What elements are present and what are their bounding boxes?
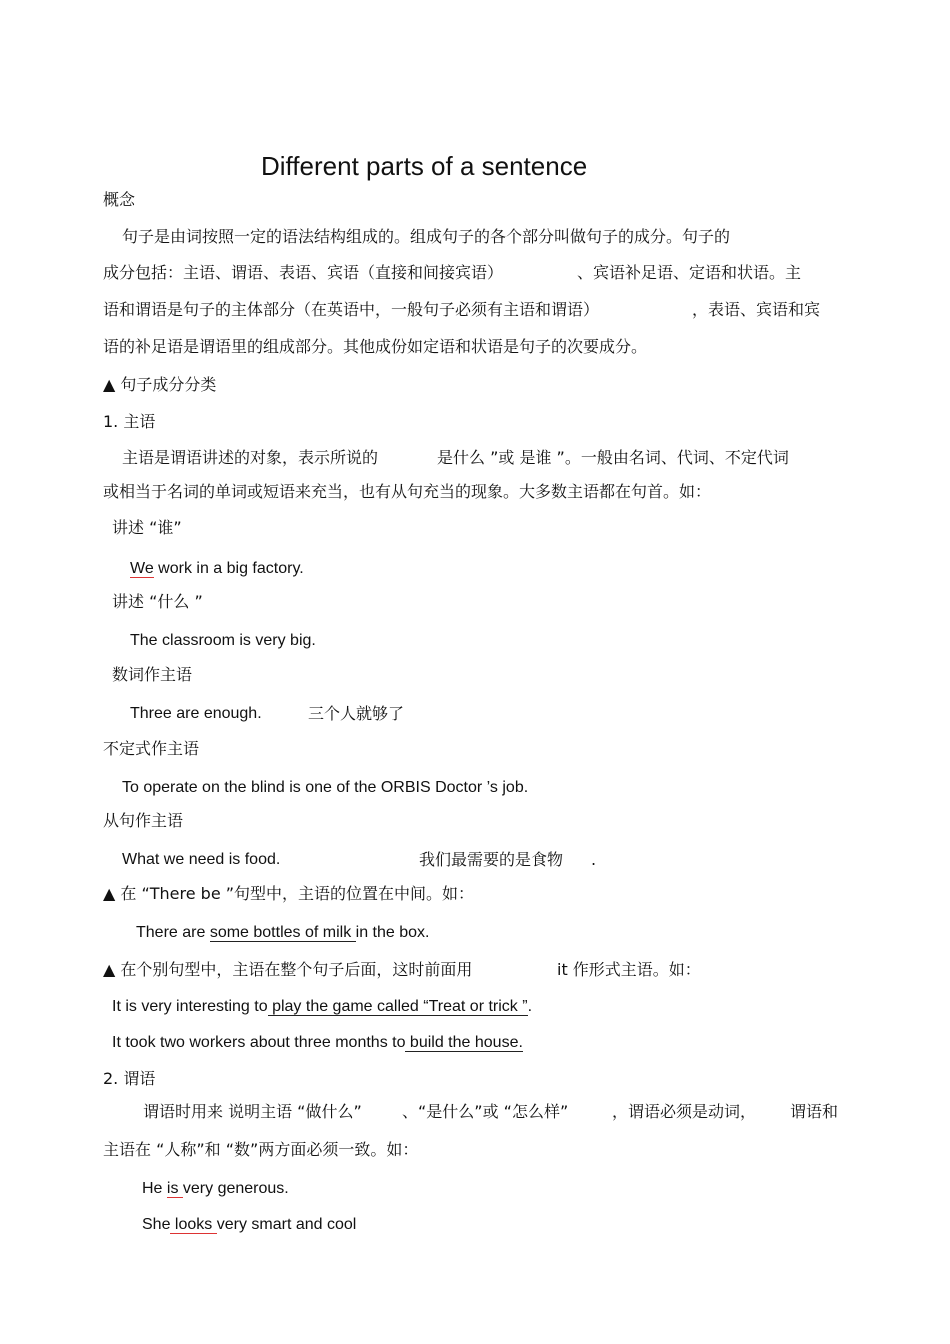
note-formal-subject: ▲ 在个别句型中，主语在整个句子后面，这时前面用 <box>103 960 473 979</box>
classification-heading: ▲ 句子成分分类 <box>103 375 217 394</box>
example-sentence <box>142 1215 356 1235</box>
example-sentence <box>112 997 532 1017</box>
paragraph-line: ，表语、宾语和宾 <box>692 300 821 319</box>
concept-heading: 概念 <box>103 190 136 209</box>
paragraph-line: 成分包括：主语、谓语、表语、宾语（直接和间接宾语） <box>103 263 504 282</box>
underlined-subject: play the game called “Treat or trick ” <box>267 998 528 1015</box>
example-sentence: The classroom is very big. <box>130 632 316 649</box>
example-label: 讲述 “谁” <box>112 518 182 537</box>
paragraph-line: 语和谓语是句子的主体部分（在英语中，一般句子必须有主语和谓语） <box>103 300 600 319</box>
page-title: Different parts of a sentence <box>261 151 588 181</box>
underlined-predicate: looks <box>170 1216 217 1233</box>
example-sentence <box>130 559 304 579</box>
example-text: in the box. <box>355 924 430 941</box>
example-punctuation: . <box>591 850 597 869</box>
underlined-predicate: is <box>166 1180 183 1197</box>
example-label: 不定式作主语 <box>103 739 200 758</box>
predicate-description: 、“是什么”或 “怎么样” <box>402 1102 569 1121</box>
example-translation: 三个人就够了 <box>308 704 405 723</box>
paragraph-line: 、宾语补足语、定语和状语。主 <box>577 263 802 282</box>
subject-description: 或相当于名词的单词或短语来充当，也有从句充当的现象。大多数主语都在句首。如： <box>103 482 712 501</box>
underlined-subject: some bottles of milk <box>209 924 356 941</box>
example-text: She <box>142 1216 171 1233</box>
predicate-description: 主语在 “人称”和 “数”两方面必须一致。如： <box>103 1140 419 1159</box>
example-label: 数词作主语 <box>112 665 193 684</box>
section-heading-subject: 1. 主语 <box>103 412 156 431</box>
paragraph-line: 句子是由词按照一定的语法结构组成的。组成句子的各个部分叫做句子的成分。句子的 <box>122 227 731 246</box>
example-translation: 我们最需要的是食物 <box>419 850 564 869</box>
underlined-subject: build the house. <box>405 1034 523 1051</box>
example-sentence: To operate on the blind is one of the ORBIS Doctor ’s job. <box>122 779 529 796</box>
predicate-description: 谓语时用来 说明主语 “做什么” <box>143 1102 362 1121</box>
example-text: work in a big factory. <box>153 560 304 577</box>
example-text: very generous. <box>182 1180 289 1197</box>
example-text: It is very interesting to <box>112 998 268 1015</box>
example-text: . <box>527 998 533 1015</box>
example-text: There are <box>136 924 210 941</box>
subject-description: 是什么 ”或 是谁 ”。一般由名词、代词、不定代词 <box>437 448 789 467</box>
predicate-description: ，谓语必须是动词， <box>612 1102 757 1121</box>
example-label: 从句作主语 <box>103 811 184 830</box>
example-sentence <box>136 923 429 943</box>
example-label: 讲述 “什么 ” <box>112 592 203 611</box>
note-there-be: ▲ 在 “There be ”句型中，主语的位置在中间。如： <box>103 884 475 903</box>
predicate-description: 谓语和 <box>790 1102 839 1121</box>
paragraph-line: 语的补足语是谓语里的组成部分。其他成份如定语和状语是句子的次要成分。 <box>103 337 648 356</box>
underlined-subject: We <box>130 560 154 577</box>
section-heading-predicate: 2. 谓语 <box>103 1069 156 1088</box>
example-text: very smart and cool <box>216 1216 357 1233</box>
example-sentence: What we need is food. <box>122 851 281 868</box>
example-text: He <box>142 1180 167 1197</box>
subject-description: 主语是谓语讲述的对象，表示所说的 <box>122 448 379 467</box>
example-sentence <box>112 1033 523 1053</box>
note-formal-subject: it 作形式主语。如： <box>557 960 701 979</box>
example-sentence: Three are enough. <box>130 705 262 722</box>
example-sentence <box>142 1179 289 1199</box>
example-text: It took two workers about three months to <box>112 1034 406 1051</box>
